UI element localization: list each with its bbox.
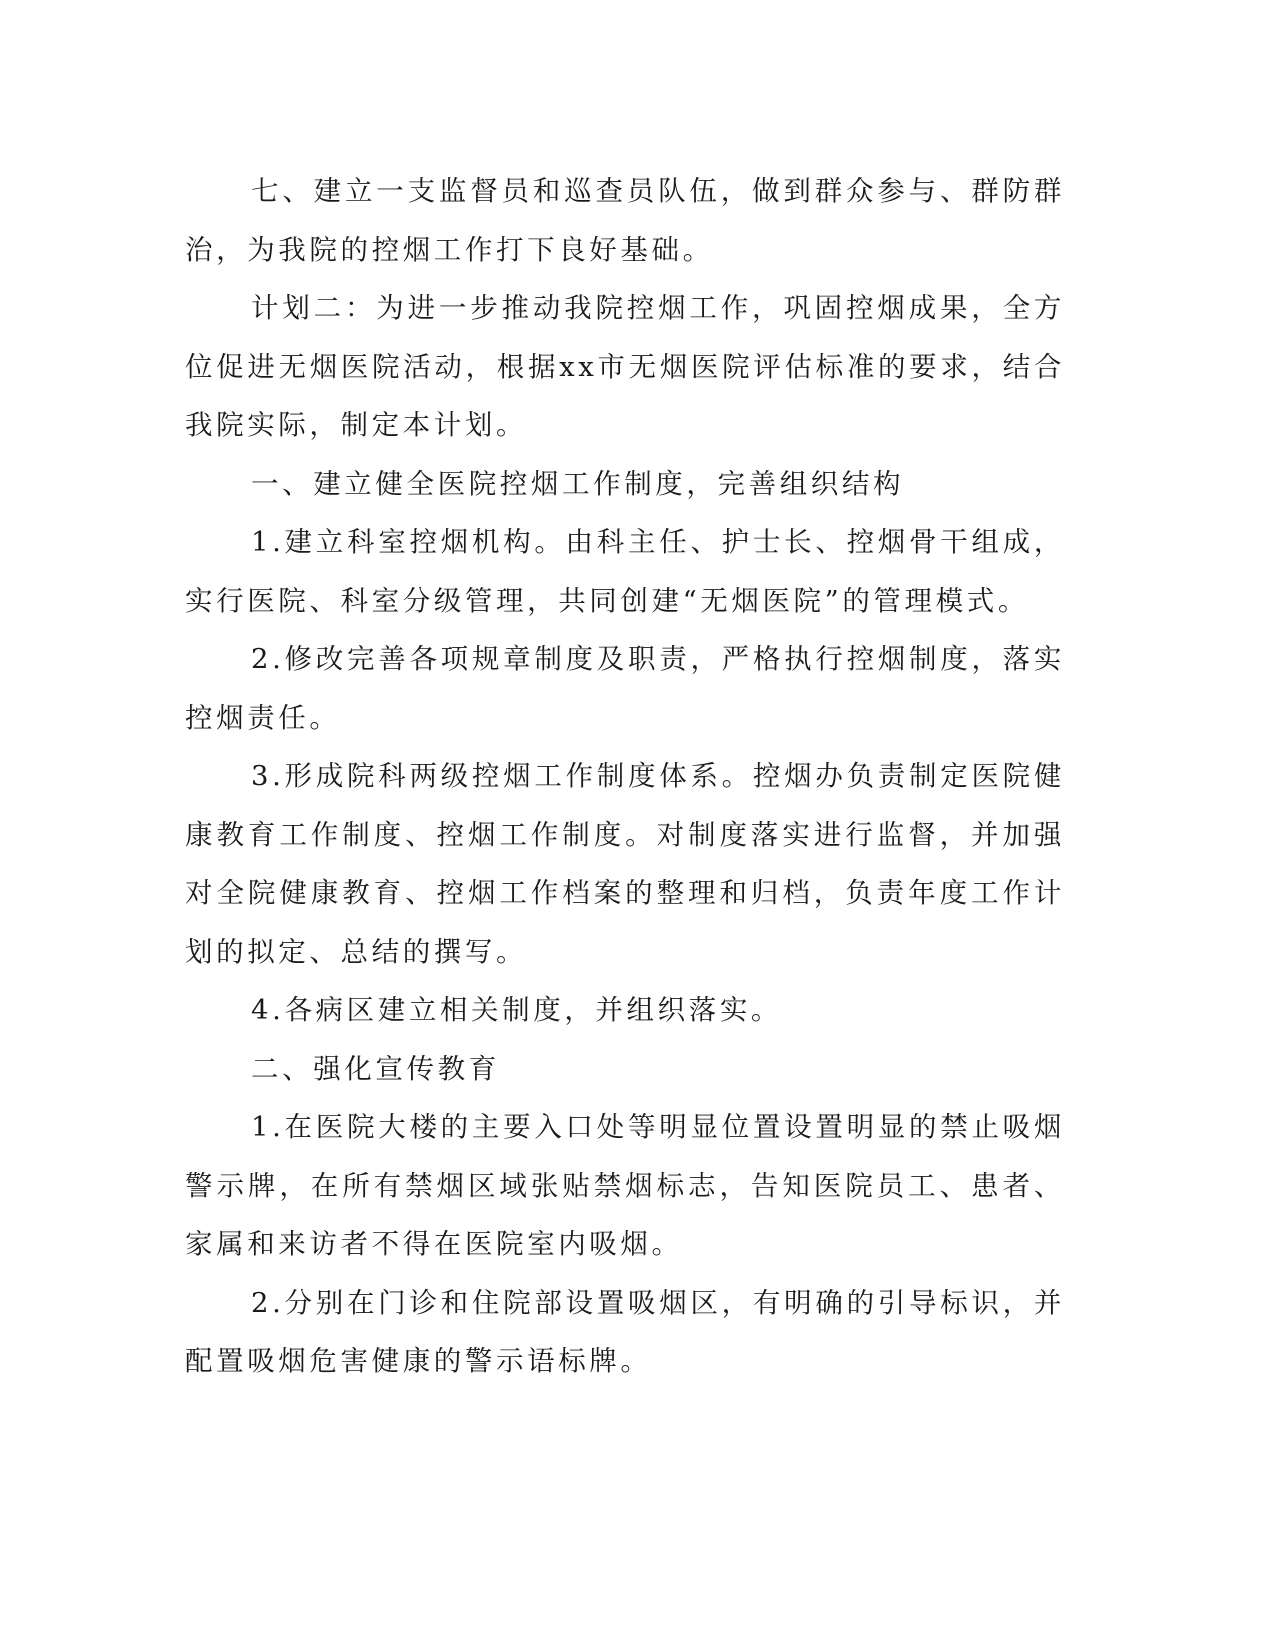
paragraph-item-2-1: 1.在医院大楼的主要入口处等明显位置设置明显的禁止吸烟警示牌，在所有禁烟区域张贴禁烟标志，告知医院员工、患者、家属和来访者不得在医院室内吸烟。 — [185, 1111, 1065, 1260]
document-body — [185, 162, 1065, 1391]
paragraph-item-1-1: 1.建立科室控烟机构。由科主任、护士长、控烟骨干组成，实行医院、科室分级管理，共同创建“无烟医院”的管理模式。 — [185, 526, 1065, 617]
paragraph-item-1-3: 3.形成院科两级控烟工作制度体系。控烟办负责制定医院健康教育工作制度、控烟工作制度。对制度落实进行监督，并加强对全院健康教育、控烟工作档案的整理和归档，负责年度工作计划的拟定、总结的撰写。 — [185, 760, 1065, 968]
paragraph-item-1-2: 2.修改完善各项规章制度及职责，严格执行控烟制度，落实控烟责任。 — [185, 643, 1065, 734]
paragraph-team: 七、建立一支监督员和巡查员队伍，做到群众参与、群防群治，为我院的控烟工作打下良好基础。 — [185, 175, 1065, 266]
section-heading-1: 一、建立健全医院控烟工作制度，完善组织结构 — [251, 467, 905, 500]
paragraph-item-2-2: 2.分别在门诊和住院部设置吸烟区，有明确的引导标识，并配置吸烟危害健康的警示语标牌。 — [185, 1286, 1065, 1377]
section-heading-2: 二、强化宣传教育 — [251, 1052, 500, 1085]
paragraph-item-1-4: 4.各病区建立相关制度，并组织落实。 — [251, 994, 783, 1026]
paragraph-plan-two-intro: 计划二：为进一步推动我院控烟工作，巩固控烟成果，全方位促进无烟医院活动，根据xx市无烟医院评估标准的要求，结合我院实际，制定本计划。 — [185, 292, 1065, 441]
